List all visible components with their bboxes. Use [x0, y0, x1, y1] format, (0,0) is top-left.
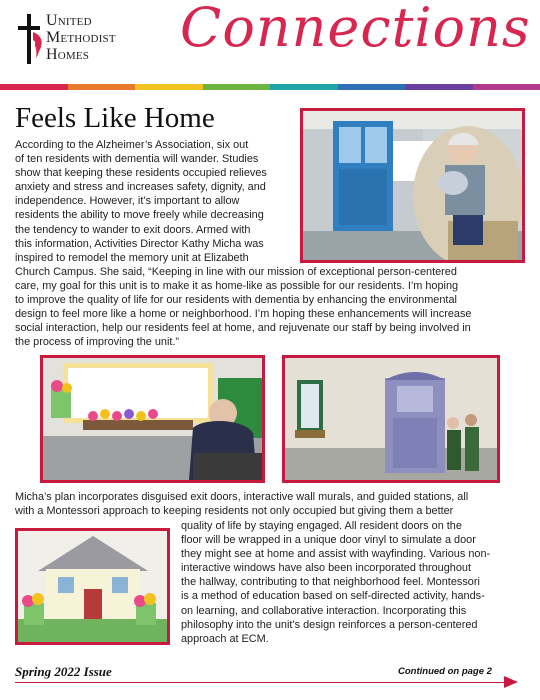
text-line: to improve the quality of life for our residents with dementia by enhancing the environmental — [15, 294, 457, 307]
text-line: anxiety and stress and increases safety, dignity, and — [15, 181, 266, 194]
footer-rule — [15, 682, 510, 683]
photo-resident-window-mural — [40, 355, 265, 483]
color-stripe — [0, 84, 540, 90]
color-stripe-segment — [68, 84, 136, 90]
article-paragraph-3 — [181, 519, 526, 646]
issue-label: Spring 2022 Issue — [15, 664, 112, 679]
org-name-line-2: Methodist — [46, 29, 116, 46]
text-line: the tendency to wander to exit doors. Armed with — [15, 223, 251, 236]
photo-house-mural — [15, 528, 170, 645]
color-stripe-segment — [203, 84, 271, 90]
cross-flame-icon — [14, 12, 48, 68]
text-line: quality of life by staying engaged. All resident doors on the — [181, 520, 462, 532]
newsletter-masthead: Connections — [180, 0, 531, 59]
text-line: According to the Alzheimer’s Association, six out — [15, 139, 249, 151]
photo-staff-door-vinyl — [282, 355, 500, 483]
text-line: the hallway, contributing to that neighborhood feel. Montessori — [181, 576, 480, 589]
color-stripe-segment — [0, 84, 68, 90]
text-line: this information, Activities Director Kathy Micha was — [15, 237, 264, 250]
arrow-right-icon — [504, 676, 518, 688]
text-line: floor will be wrapped in a unique door vinyl to simulate a door — [181, 534, 476, 547]
org-name-line-1: United — [46, 12, 92, 29]
org-name-line-3: Homes — [46, 46, 90, 63]
text-line: Church Campus. She said, “Keeping in line with our mission of exceptional person-centered — [15, 265, 457, 278]
text-line: social interaction, help our residents feel at home, and rejuvenate our staff by being involved in — [15, 322, 471, 335]
text-line: approach at ECM. — [181, 632, 269, 645]
color-stripe-segment — [270, 84, 338, 90]
text-line: Micha’s plan incorporates disguised exit doors, interactive wall murals, and guided stations, all — [15, 491, 469, 503]
continued-link[interactable]: Continued on page 2 — [398, 666, 492, 677]
text-line: on learning, and collaborative interaction. Incorporating this — [181, 604, 467, 617]
text-line: inspired to remodel the memory unit at Elizabeth — [15, 251, 249, 264]
color-stripe-segment — [135, 84, 203, 90]
article-paragraph-2 — [15, 490, 525, 518]
text-line: the process of improving the unit.” — [15, 336, 180, 349]
text-line: with a Montessori approach to keeping residents not only occupied but giving them a better — [15, 505, 454, 518]
text-line: is a method of education based on self-directed activity, hands- — [181, 590, 485, 603]
color-stripe-segment — [405, 84, 473, 90]
article-title: Feels Like Home — [15, 102, 215, 134]
color-stripe-segment — [338, 84, 406, 90]
text-line: of ten residents with dementia will wander. Studies — [15, 153, 259, 166]
text-line: interactive windows have also been incorporated throughout — [181, 562, 471, 575]
text-line: they might see at home and assist with wayfinding. Various non- — [181, 548, 491, 561]
text-line: show that keeping these residents occupied relieves — [15, 167, 267, 180]
text-line: philosophy into the unit’s design reinforces a person-centered — [181, 618, 478, 631]
photo-resident-with-doll — [300, 108, 525, 263]
text-line: design to feel more like a home or neighborhood. I’m hoping these enhancements will increase — [15, 308, 472, 321]
text-line: independence. However, it’s important to allow — [15, 195, 240, 208]
organization-name — [46, 12, 116, 63]
text-line: care, my goal for this unit is to make it as home-like as possible for our residents. I’m hoping — [15, 279, 459, 292]
text-line: residents the ability to move freely while decreasing — [15, 209, 264, 222]
color-stripe-segment — [473, 84, 540, 90]
